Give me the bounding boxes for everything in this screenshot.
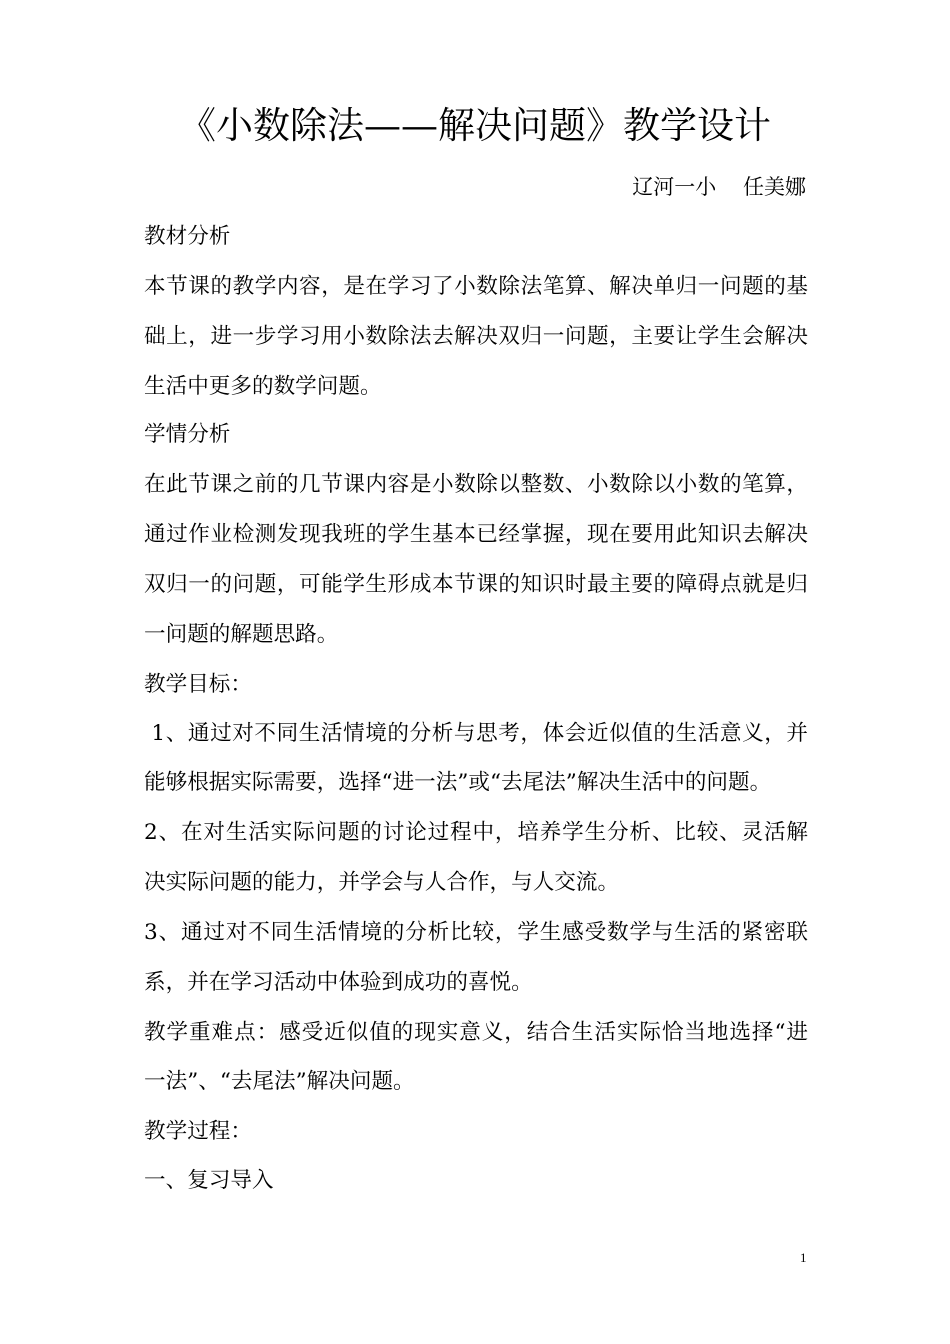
paragraph-line: 本节课的教学内容，是在学习了小数除法笔算、解决单归一问题的基 (144, 274, 808, 299)
paragraph-line: 础上，进一步学习用小数除法去解决双归一问题，主要让学生会解决 (144, 324, 808, 349)
section-review-intro: 一、复习导入 (144, 1168, 274, 1193)
heading-teaching-process: 教学过程： (144, 1119, 252, 1144)
goal-line: 2、在对生活实际问题的讨论过程中，培养学生分析、比较、灵活解 (144, 820, 808, 845)
key-points-line: 一法”、“去尾法”解决问题。 (144, 1069, 415, 1094)
page-number: 1 (800, 1250, 807, 1265)
paragraph-line: 一问题的解题思路。 (144, 622, 339, 647)
paragraph-line: 双归一的问题，可能学生形成本节课的知识时最主要的障碍点就是归 (144, 572, 808, 597)
heading-learner-analysis: 学情分析 (144, 422, 231, 447)
goal-line: 3、通过对不同生活情境的分析比较，学生感受数学与生活的紧密联 (144, 920, 808, 945)
goal-line: 1、通过对不同生活情境的分析与思考，体会近似值的生活意义，并 (144, 721, 808, 746)
heading-materials-analysis: 教材分析 (144, 224, 231, 249)
author-line: 辽河一小 任美娜 (632, 175, 806, 199)
paragraph-line: 生活中更多的数学问题。 (144, 374, 382, 399)
document-title: 《小数除法——解决问题》教学设计 (179, 104, 771, 147)
paragraph-line: 通过作业检测发现我班的学生基本已经掌握，现在要用此知识去解决 (144, 522, 808, 547)
goal-line: 能够根据实际需要，选择“进一法”或“去尾法”解决生活中的问题。 (144, 770, 772, 795)
paragraph-line: 在此节课之前的几节课内容是小数除以整数、小数除以小数的笔算， (144, 472, 808, 497)
goal-line: 决实际问题的能力，并学会与人合作，与人交流。 (144, 870, 620, 895)
key-points-line: 教学重难点：感受近似值的现实意义，结合生活实际恰当地选择“进 (144, 1020, 808, 1045)
goal-line: 系，并在学习活动中体验到成功的喜悦。 (144, 970, 533, 995)
heading-teaching-goals: 教学目标： (144, 672, 252, 697)
